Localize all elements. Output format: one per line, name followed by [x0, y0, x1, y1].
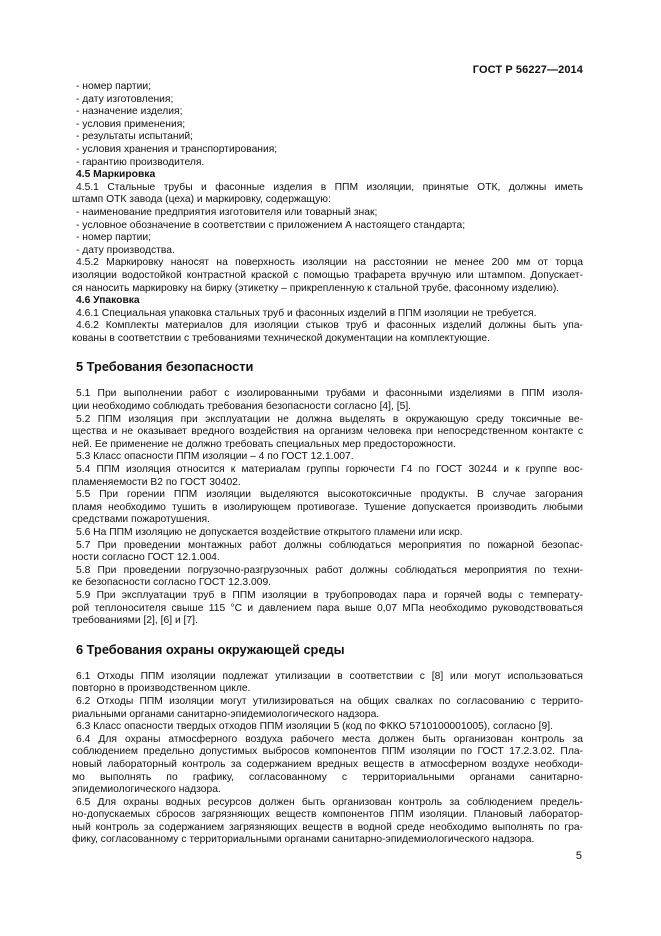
text-line: новый лабораторный контроль за содержанием вредных веществ в атмосферном воздухе необходи- — [72, 758, 583, 770]
text-line: 6.3 Класс опасности твердых отходов ППМ изоляции 5 (код по ФККО 5710100001005), согласно [9]. — [76, 721, 553, 733]
section-4-5-title: 4.5 Маркировка — [76, 169, 156, 181]
paragraph — [72, 796, 583, 847]
paragraph — [76, 451, 583, 464]
text-line: кованы в соответствии с требованиями технической документации на комплектующие. — [72, 332, 490, 344]
standard-code: ГОСТ Р 56227—2014 — [472, 64, 583, 76]
paragraph — [72, 539, 583, 565]
paragraph — [72, 695, 583, 721]
paragraph — [76, 721, 583, 734]
list-item: - номер партии; — [76, 81, 151, 92]
text-line: 5.2 ППМ изоляция при эксплуатации не должна выделять в окружающую среду токсичные ве- — [76, 413, 583, 425]
paragraph — [72, 464, 583, 489]
text-line: ся наносить маркировку на бирку (этикетку – прикрепленную к стальной трубе, фасонному изделию). — [72, 282, 560, 294]
text-line: 4.5.2 Маркировку наносят на поверхность изоляции на расстоянии не менее 200 мм от торца — [76, 257, 583, 269]
paragraph-4-5-1 — [72, 181, 583, 207]
text-line: 6.2 Отходы ППМ изоляции могут утилизироваться на общих свалках по согласованию с террито- — [76, 695, 583, 707]
text-line: риальными органами санитарно-эпидемиологического надзора. — [72, 708, 380, 720]
list-production-info — [76, 81, 583, 169]
list-item: - гарантию производителя. — [76, 156, 205, 168]
paragraph — [72, 564, 583, 590]
text-line: 5.7 При проведении монтажных работ должны соблюдаться мероприятия по пожарной безопас- — [76, 539, 583, 551]
text-line: эпидемиологического надзора. — [72, 784, 221, 796]
section-5-heading: 5 Требования безопасности — [76, 359, 254, 375]
section-6-heading: 6 Требования охраны окружающей среды — [76, 641, 345, 657]
paragraph-4-5-2 — [72, 257, 583, 295]
text-line: 6.1 Отходы ППМ изоляции подлежат утилизации в соответствии с [8] или могут использоваться — [76, 670, 583, 682]
text-line: ный контроль за содержанием загрязняющих веществ в водной среде необходимо выполнять по гра- — [72, 821, 583, 833]
list-item: - дату изготовления; — [76, 93, 174, 105]
text-line: ке безопасности согласно ГОСТ 12.3.009. — [72, 577, 272, 589]
text-line: средствами пожаротушения. — [72, 514, 210, 526]
text-line: пламеняемости В2 по ГОСТ 30402. — [72, 476, 241, 488]
marking-list — [76, 207, 583, 257]
text-line: рой теплоносителя свыше 115 °С и давлением пара выше 0,07 МПа необходимо руководствоваться — [72, 602, 583, 614]
text-line: 5.6 На ППМ изоляцию не допускается воздействие открытого пламени или искр. — [76, 527, 463, 538]
section-4-6-title: 4.6 Упаковка — [76, 295, 140, 307]
text-line: соблюдением предельно допустимых выбросов компонентов ППМ изоляции по ГОСТ 17.2.3.02. Пла- — [72, 746, 583, 758]
list-item: - результаты испытаний; — [76, 131, 193, 143]
text-line: пламя необходимо тушить в изолирующем противогазе. Тушение допускается производить любыми — [72, 501, 583, 513]
text-line: фику, согласованному с территориальными органами санитарно-эпидемиологического надзора. — [72, 834, 535, 846]
text-line: штамп ОТК завода (цеха) и маркировку, содержащую: — [72, 194, 331, 206]
text-line: 5.5 При горении ППМ изоляции выделяются высокотоксичные продукты. В случае загорания — [76, 489, 583, 501]
page-content — [72, 81, 583, 847]
page-number: 5 — [575, 850, 582, 862]
text-line: повторно в производственном цикле. — [72, 683, 251, 695]
text-line: 5.3 Класс опасности ППМ изоляции – 4 по ГОСТ 12.1.007. — [76, 451, 354, 463]
text-line: мо выполнять по графику, согласованному с территориальными органами санитарно- — [72, 771, 583, 783]
paragraph-4-6-2 — [72, 320, 583, 345]
text-line: 4.6.2 Комплекты материалов для изоляции стыков труб и фасонных изделий должны быть упа- — [76, 320, 583, 332]
text-line: 6.4 Для охраны атмосферного воздуха рабочего места должен быть организован контроль за — [76, 733, 583, 745]
list-item: - дату производства. — [76, 244, 175, 256]
section-5-body — [72, 388, 583, 627]
list-item: - условия применения; — [76, 118, 186, 130]
list-item: - условия хранения и транспортирования; — [76, 143, 278, 155]
text-line: 5.4 ППМ изоляция относится к материалам группы горючести Г4 по ГОСТ 30244 и к группе вос- — [76, 464, 583, 476]
list-item: - номер партии; — [76, 232, 151, 244]
text-line: 5.9 При эксплуатации труб в ППМ изоляции в трубопроводах пара и горячей воды с температу- — [76, 589, 583, 601]
paragraph — [72, 388, 583, 413]
text-line: требованиями [2], [6] и [7]. — [72, 615, 198, 627]
text-line: 5.8 При проведении погрузочно-разгрузочных работ должны соблюдаться мероприятия по техни- — [76, 564, 583, 576]
list-item: - наименование предприятия изготовителя или товарный знак; — [76, 206, 378, 218]
paragraph — [72, 489, 583, 527]
text-line: 4.5.1 Стальные трубы и фасонные изделия в ППМ изоляции, принятые ОТК, должны иметь — [76, 181, 583, 193]
text-line: изоляции водостойкой контрастной краской с помощью трафарета вручную или штампом. Допускает- — [72, 269, 583, 281]
paragraph — [72, 670, 583, 696]
paragraph — [72, 589, 583, 628]
text-line: ции необходимо соблюдать требования безопасности согласно [4], [5]. — [72, 401, 412, 413]
text-line: но-допускаемых сбросов загрязняющих веществ компонентов ППМ изоляции. Плановый лаборатор- — [72, 809, 583, 821]
section-6-body — [72, 670, 583, 847]
paragraph-4-6-1: 4.6.1 Специальная упаковка стальных труб и фасонных изделий в ППМ изоляции не требуется. — [76, 307, 537, 319]
list-item: - назначение изделия; — [76, 106, 183, 118]
paragraph — [72, 413, 583, 452]
text-line: ности согласно ГОСТ 12.1.004. — [72, 552, 220, 564]
text-line: 6.5 Для охраны водных ресурсов должен быть организован контроль за соблюдением предель- — [76, 796, 583, 808]
text-line: 5.1 При выполнении работ с изолированными трубами и фасонными изделиями в ППМ изоля- — [76, 388, 583, 400]
paragraph — [76, 527, 583, 540]
text-line: щества и не оказывает вредного воздействия на организм человека при непосредственном контакте с — [72, 426, 583, 438]
text-line: ней. Ее применение не должно требовать специальных мер предосторожности. — [72, 438, 456, 450]
paragraph — [72, 733, 583, 797]
list-item: - условное обозначение в соответствии с приложением А настоящего стандарта; — [76, 219, 466, 231]
